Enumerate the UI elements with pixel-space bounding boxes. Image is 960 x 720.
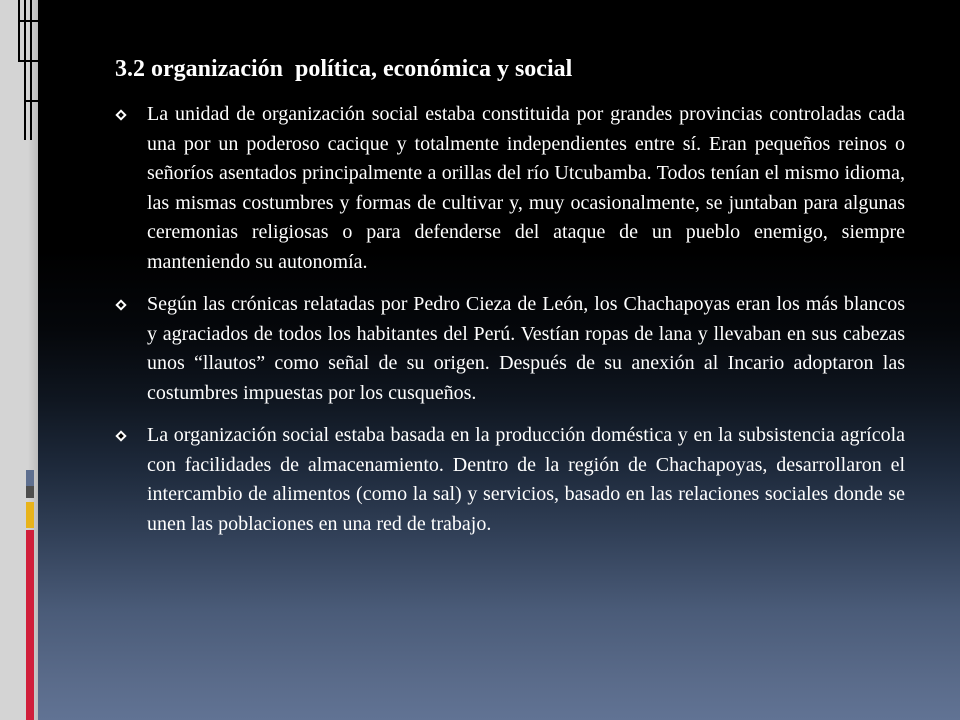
slide-content — [115, 52, 905, 552]
bullet-diamond-icon — [115, 109, 126, 120]
slide-title: 3.2 organización política, económica y social — [115, 56, 573, 82]
bullet-item — [115, 421, 905, 539]
bullet-item — [115, 290, 905, 408]
bullet-text: Según las crónicas relatadas por Pedro Cieza de León, los Chachapoyas eran los más blancos y agraciados de todos los habitantes del Perú. Vestían ropas de lana y llevaban en sus cabezas unos “llautos” como señal de su origen. Después de su anexión al Incario adoptaron las costumbres impuestas por los cusqueños. — [147, 293, 905, 404]
bullet-text: La unidad de organización social estaba constituida por grandes provincias controladas cada una por un poderoso cacique y totalmente independientes entre sí. Eran pequeños reinos o señoríos asentados principalmente a orillas del río Utcubamba. Todos tenían el mismo idioma, las mismas costumbres y formas de cultivar y, muy ocasionalmente, se juntaban para algunas ceremonias religiosas o para defenderse del ataque de un pueblo enemigo, siempre manteniendo su autonomía. — [147, 103, 905, 273]
bullet-text: La organización social estaba basada en la producción doméstica y en la subsistencia agrícola con facilidades de almacenamiento. Dentro de la región de Chachapoyas, desarrollaron el intercambio de alimentos (como la sal) y servicios, basado en las relaciones sociales donde se unen las poblaciones en una red de trabajo. — [147, 424, 905, 535]
bullet-diamond-icon — [115, 430, 126, 441]
accent-bar-red — [26, 530, 34, 720]
accent-bar-grey — [26, 486, 34, 498]
accent-bar-yellow — [26, 502, 34, 528]
bullet-item — [115, 100, 905, 277]
bullet-list — [115, 100, 905, 539]
bullet-diamond-icon — [115, 299, 126, 310]
decorative-lines-graphic — [10, 0, 38, 140]
